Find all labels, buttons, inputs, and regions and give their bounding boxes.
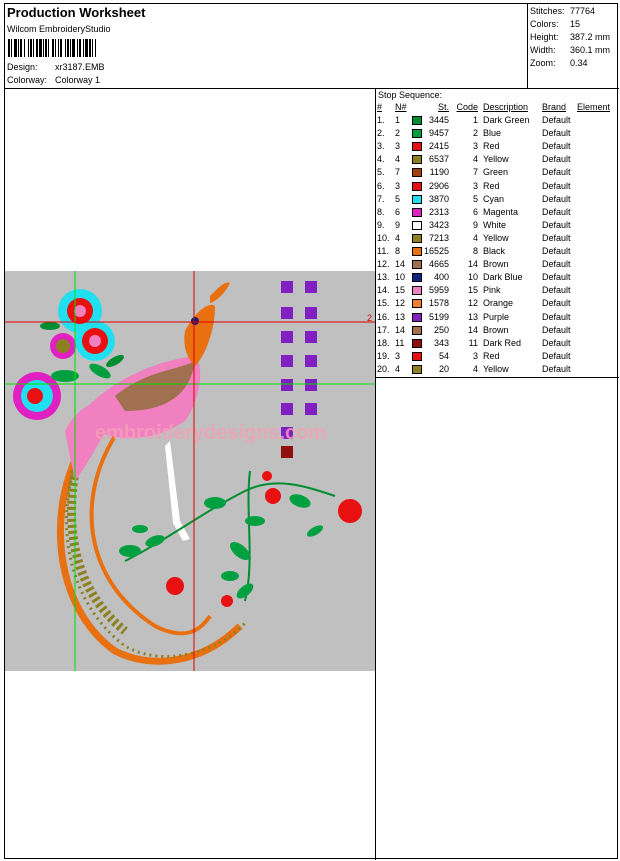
stat-label: Zoom: [530, 58, 556, 68]
stop-sequence-row [376, 258, 619, 271]
col-header-description: Description [483, 102, 529, 112]
needle-number: 1 [395, 115, 401, 125]
stop-sequence-row [376, 337, 619, 350]
color-code: 4 [472, 154, 478, 165]
stitch-count: 1190 [429, 167, 449, 178]
colorway-value: Colorway 1 [55, 75, 101, 85]
stat-colors [530, 19, 580, 29]
colorway-label: Colorway: [7, 75, 48, 85]
design-stats [528, 4, 619, 89]
stop-sequence-row [376, 297, 619, 310]
design-preview-panel [5, 89, 376, 860]
stop-number: 13. [377, 272, 390, 283]
thread-brand: Default [542, 272, 571, 283]
thread-brand: Default [542, 298, 571, 309]
embroidery-design-preview [5, 271, 375, 671]
color-code: 6 [472, 206, 478, 217]
needle-number: 13 [395, 311, 406, 322]
stitch-count: 343 [433, 337, 449, 348]
stitch-count: 16525 [424, 246, 450, 256]
stitch-count: 3445 [428, 115, 449, 125]
stitch-count: 400 [433, 272, 449, 283]
stop-sequence-header [376, 101, 619, 114]
stop-number: 10. [377, 232, 390, 243]
needle-number: 9 [395, 219, 401, 230]
col-header-element: Element [577, 102, 611, 112]
peony-flower-middle [75, 321, 115, 361]
thread-brand: Default [542, 167, 571, 178]
production-worksheet [4, 3, 618, 859]
stop-number: 17. [377, 324, 390, 335]
color-code: 1 [472, 115, 478, 125]
needle-number: 6 [395, 206, 401, 217]
color-swatch [412, 299, 422, 308]
color-code: 5 [472, 193, 478, 204]
color-code: 10 [467, 272, 478, 283]
thread-brand: Default [542, 154, 571, 165]
stop-sequence-row [376, 363, 619, 376]
color-description: Red [483, 180, 500, 191]
stat-label: Height: [530, 32, 559, 42]
stop-number: 16. [377, 311, 390, 322]
color-code: 11 [468, 337, 478, 348]
color-code: 13 [467, 311, 478, 322]
color-code: 9 [472, 219, 478, 230]
stop-number: 4. [377, 154, 385, 165]
color-description: Dark Blue [483, 272, 523, 283]
color-swatch [412, 286, 422, 295]
col-header-number: # [377, 102, 383, 112]
peony-flower-small [50, 333, 76, 359]
color-description: White [483, 219, 507, 230]
thread-brand: Default [542, 128, 571, 139]
color-swatch [412, 260, 422, 269]
color-swatch [412, 273, 422, 282]
thread-brand: Default [542, 350, 571, 361]
thread-brand: Default [542, 180, 571, 191]
stop-sequence-row [376, 127, 619, 140]
stitch-count: 5959 [428, 285, 449, 296]
phoenix-beak-accent [191, 317, 199, 325]
barcode [8, 39, 134, 57]
stat-value: 77764 [570, 6, 596, 16]
color-swatch [412, 208, 422, 217]
stop-sequence-row [376, 206, 619, 219]
color-swatch [412, 221, 422, 230]
stitch-count: 9457 [428, 128, 449, 139]
color-description: Red [483, 350, 500, 361]
stop-sequence-row [376, 153, 619, 166]
needle-number: 11 [395, 337, 405, 348]
thread-brand: Default [542, 232, 571, 243]
col-header-code: Code [456, 102, 478, 112]
stitch-count: 250 [433, 324, 449, 335]
color-description: Dark Green [483, 115, 530, 125]
color-description: Purple [483, 311, 510, 322]
stop-number: 12. [377, 259, 390, 270]
thread-brand: Default [542, 363, 571, 374]
seal-stamp [281, 446, 293, 458]
color-description: Pink [483, 285, 501, 296]
color-code: 7 [472, 167, 478, 178]
stop-sequence-row [376, 271, 619, 284]
color-swatch [412, 116, 422, 125]
stop-number: 1. [377, 115, 385, 125]
color-code: 3 [472, 350, 478, 361]
color-swatch [412, 234, 422, 243]
header-info [5, 4, 528, 89]
needle-number: 4 [395, 154, 401, 165]
thread-brand: Default [542, 115, 571, 125]
stitch-count: 2906 [428, 180, 449, 191]
stop-number: 7. [377, 193, 385, 204]
stop-sequence-title: Stop Sequence: [378, 90, 443, 100]
needle-number: 7 [395, 167, 401, 178]
thread-brand: Default [542, 259, 571, 270]
color-code: 2 [472, 128, 478, 139]
needle-number: 4 [395, 232, 401, 243]
color-description: Yellow [483, 232, 509, 243]
stitch-count: 3423 [428, 219, 449, 230]
stop-sequence-row [376, 166, 619, 179]
stop-number: 15. [377, 298, 390, 309]
color-swatch [412, 182, 422, 191]
color-swatch [412, 129, 422, 138]
stop-sequence-row [376, 219, 619, 232]
design-row [7, 62, 105, 72]
stop-sequence-row [376, 324, 619, 337]
stop-number: 19. [377, 350, 390, 361]
needle-number: 14 [395, 324, 406, 335]
color-description: Magenta [483, 206, 519, 217]
color-swatch [412, 339, 422, 348]
color-code: 4 [472, 232, 478, 243]
color-description: Cyan [483, 193, 505, 204]
color-code: 12 [467, 298, 478, 309]
stop-sequence-row [376, 245, 619, 258]
color-description: Orange [483, 298, 514, 309]
color-description: Black [483, 246, 506, 256]
stitch-count: 1578 [428, 298, 449, 309]
stitch-count: 2313 [428, 206, 449, 217]
color-code: 4 [472, 363, 478, 374]
stop-sequence-row [376, 232, 619, 245]
color-code: 8 [472, 246, 478, 256]
thread-brand: Default [542, 246, 571, 256]
color-description: Brown [483, 324, 509, 335]
col-header-brand: Brand [542, 102, 567, 112]
thread-brand: Default [542, 206, 571, 217]
stat-value: 0.34 [570, 58, 588, 68]
color-code: 15 [467, 285, 478, 296]
needle-number: 5 [395, 193, 401, 204]
colorway-row [7, 75, 100, 85]
thread-brand: Default [542, 219, 571, 230]
color-code: 3 [472, 180, 478, 191]
stitch-count: 54 [438, 350, 449, 361]
stop-number: 11. [377, 246, 389, 256]
stat-width [530, 45, 610, 55]
needle-number: 10 [395, 272, 406, 283]
stop-sequence-row [376, 350, 619, 363]
needle-number: 2 [395, 128, 401, 139]
col-header-stitches: St. [437, 102, 449, 112]
stop-sequence-row [376, 180, 619, 193]
color-code: 14 [467, 324, 478, 335]
stop-sequence-row [376, 140, 619, 153]
thread-brand: Default [542, 311, 571, 322]
color-description: Dark Red [483, 337, 522, 348]
guide-marker-label: 2 [367, 313, 373, 323]
thread-brand: Default [542, 141, 571, 152]
stop-sequence-row [376, 311, 619, 324]
stitch-count: 20 [438, 363, 449, 374]
stat-label: Width: [530, 45, 556, 55]
stop-number: 20. [377, 363, 390, 374]
stop-number: 8. [377, 206, 385, 217]
color-description: Yellow [483, 154, 509, 165]
stop-number: 14. [377, 285, 390, 296]
color-description: Green [483, 167, 509, 178]
stitch-count: 3870 [428, 193, 449, 204]
stop-number: 3. [377, 141, 385, 152]
needle-number: 4 [395, 363, 401, 374]
color-code: 3 [472, 141, 478, 152]
stat-value: 360.1 mm [570, 45, 611, 55]
thread-brand: Default [542, 337, 571, 348]
color-code: 14 [467, 259, 478, 270]
color-swatch [412, 168, 422, 177]
stat-label: Colors: [530, 19, 559, 29]
design-filename: xr3187.EMB [55, 62, 105, 72]
stop-sequence-row [376, 193, 619, 206]
stat-label: Stitches: [530, 6, 565, 16]
needle-number: 14 [395, 259, 406, 270]
stitch-count: 6537 [428, 154, 449, 165]
software-name: Wilcom EmbroideryStudio [7, 24, 111, 34]
needle-number: 15 [395, 285, 406, 296]
needle-number: 8 [395, 246, 401, 256]
color-description: Yellow [483, 363, 509, 374]
stat-height [530, 32, 610, 42]
stop-sequence-row [376, 114, 619, 127]
thread-brand: Default [542, 193, 571, 204]
design-label: Design: [7, 62, 38, 72]
stat-stitches [530, 6, 595, 16]
stitch-count: 7213 [428, 232, 449, 243]
needle-number: 12 [395, 298, 406, 309]
color-swatch [412, 326, 422, 335]
thread-brand: Default [542, 324, 571, 335]
color-swatch [412, 155, 422, 164]
color-swatch [412, 195, 422, 204]
stitch-count: 2415 [428, 141, 449, 152]
color-swatch [412, 142, 422, 151]
stop-number: 18. [377, 337, 390, 348]
needle-number: 3 [395, 141, 401, 152]
needle-number: 3 [395, 180, 401, 191]
needle-number: 3 [395, 350, 401, 361]
color-swatch [412, 313, 422, 322]
stitch-count: 5199 [428, 311, 449, 322]
thread-brand: Default [542, 285, 571, 296]
stop-number: 9. [377, 219, 385, 230]
stat-value: 15 [570, 19, 581, 29]
stop-sequence-panel [376, 89, 619, 378]
color-description: Brown [483, 259, 509, 270]
stop-number: 6. [377, 180, 385, 191]
color-swatch [412, 365, 422, 374]
watermark: embroiderydesigns.com [95, 422, 327, 444]
stat-zoom [530, 58, 588, 68]
color-swatch [412, 247, 422, 256]
col-header-needle: N# [395, 102, 407, 112]
color-description: Red [483, 141, 500, 152]
stop-number: 5. [377, 167, 385, 178]
stop-sequence-row [376, 284, 619, 297]
stat-value: 387.2 mm [570, 32, 611, 42]
stitch-count: 4665 [428, 259, 449, 270]
color-swatch [412, 352, 422, 361]
stop-number: 2. [377, 128, 385, 139]
color-description: Blue [483, 128, 502, 139]
worksheet-title: Production Worksheet [7, 5, 146, 20]
